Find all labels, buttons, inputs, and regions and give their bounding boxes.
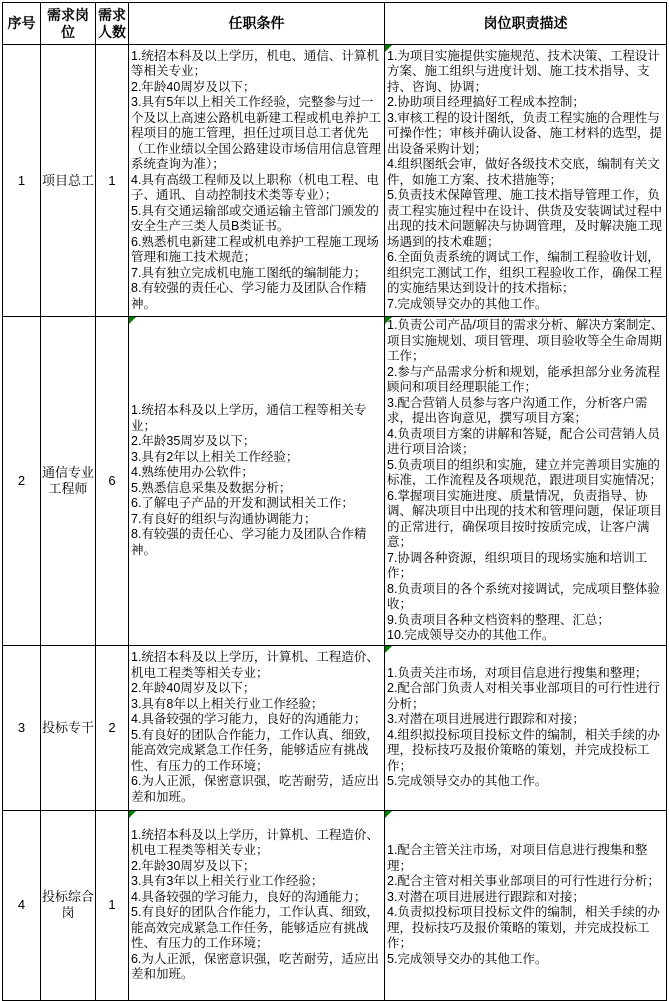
requirement-item: 6.为人正派，保密意识强，吃苦耐劳，适应出差和加班。 [131, 951, 379, 981]
requirement-item: 6.了解电子产品的开发和测试相关工作； [131, 496, 354, 511]
requirement-item: 1.统招本科及以上学历，机电、通信、计算机等相关专业； [131, 48, 379, 79]
requirement-item: 4.具备较强的学习能力，良好的沟通能力； [131, 889, 367, 904]
requirement-item: 3.对潜在项目进展进行跟踪和对接； [387, 712, 585, 726]
requirement-item: 4.具有高级工程师及以上职称（机电工程、电子、通讯、自动控制技术类等专业）； [131, 172, 379, 203]
requirement-item: 4.熟练使用办公软件； [131, 465, 254, 480]
requirement-item: 5.有良好的团队合作能力，工作认真、细致，能高效完成紧急工作任务，能够适应有挑战性、有压力的工作环境； [131, 727, 379, 773]
cell-corner-marker-icon [129, 811, 136, 818]
requirement-item: 4.具备较强的学习能力，良好的沟通能力； [131, 712, 367, 726]
position-cell[interactable]: 投标专干 [41, 645, 96, 810]
requirement-item: 1.统招本科及以上学历，计算机、工程造价、机电工程类等相关专业； [131, 650, 379, 680]
requirement-item: 4.负责项目方案的讲解和答疑，配合公司营销人员进行项目洽谈； [387, 426, 660, 456]
requirement-item: 6.掌握项目实施进度、质量情况，负责指导、协调、解决项目中出现的技术和管理问题，保证项目的正常进行，确保项目按时按质完成，让客户满意； [387, 488, 663, 549]
row-number-cell[interactable]: 3 [3, 645, 41, 810]
cell-corner-marker-icon [385, 811, 392, 818]
headcount-cell[interactable]: 2 [96, 645, 129, 810]
responsibilities-cell[interactable] [385, 45, 667, 317]
requirement-item: 5.完成领导交办的其他工作。 [387, 774, 548, 788]
responsibilities-cell[interactable] [385, 810, 667, 1000]
requirement-item: 2.年龄40周岁及以下； [131, 681, 256, 695]
table-row [3, 317, 667, 646]
requirement-item: 1.统招本科及以上学历，计算机、工程造价、机电工程类等相关专业； [131, 827, 379, 857]
requirement-item: 3.具有5年以上相关工作经验，完整参与过一个及以上高速公路机电新建工程或机电养护工程项目的施工管理，担任过项目总工者优先（工作业绩以全国公路建设市场信用信息管理系统查询为准）； [131, 95, 382, 172]
headcount-cell[interactable]: 6 [96, 317, 129, 646]
requirement-item: 2.年龄35周岁及以下； [131, 434, 256, 449]
job-requirements-table [2, 2, 667, 1001]
requirement-item: 7.具有独立完成机电施工图纸的编制能力； [131, 265, 367, 280]
requirement-item: 2.参与产品需求分析和规划，能承担部分业务流程顾问和项目经理职能工作； [387, 364, 660, 394]
requirement-item: 4.负责拟投标项目投标文件的编制，相关手续的办理，投标技巧及报价策略的策划，并完成投标工作； [387, 905, 660, 950]
qualifications-cell[interactable] [129, 645, 385, 810]
requirement-item: 1.负责关注市场，对项目信息进行搜集和整理； [387, 665, 648, 680]
row-number-cell[interactable]: 1 [3, 45, 41, 317]
requirement-item: 2.配合部门负责人对相关事业部项目的可行性进行分析； [387, 681, 660, 711]
header-cell-responsibilities[interactable]: 岗位职责描述 [385, 3, 667, 45]
requirement-item: 3.对潜在项目进展进行跟踪和对接； [387, 889, 585, 904]
requirement-item: 5.熟悉信息采集及数据分析； [131, 480, 292, 495]
requirement-item: 3.配合营销人员参与客户沟通工作，分析客户需求，提出咨询意见，撰写项目方案； [387, 395, 648, 425]
headcount-cell[interactable]: 1 [96, 45, 129, 317]
requirement-item: 1.负责公司产品/项目的需求分析、解决方案制定、项目实施规划、项目管理、项目验收等全生命周期工作； [387, 318, 664, 363]
position-cell[interactable]: 通信专业工程师 [41, 317, 96, 646]
requirement-item: 3.具有2年以上相关工作经验； [131, 449, 299, 464]
requirement-item: 6.全面负责系统的调试工作，编制工程验收计划，组织完工测试工作，组织工程验收工作，确保工程的实施结果达到设计的技术指标； [387, 250, 663, 296]
requirement-item: 7.协调各种资源，组织项目的现场实施和培训工作； [387, 550, 648, 580]
requirement-item: 10.完成领导交办的其他工作。 [387, 628, 555, 642]
requirement-item: 6.熟悉机电新建工程或机电养护工程施工现场管理和施工技术规范； [131, 234, 379, 265]
requirement-item: 5.完成领导交办的其他工作。 [387, 951, 548, 966]
header-cell-qualifications[interactable]: 任职条件 [129, 3, 385, 45]
table-row [3, 645, 667, 810]
position-cell[interactable]: 投标综合岗 [41, 810, 96, 1000]
requirement-item: 4.组织拟投标项目投标文件的编制，相关手续的办理，投标技巧及报价策略的策划，并完成投标工作； [387, 727, 660, 773]
row-number-cell[interactable]: 2 [3, 317, 41, 646]
header-cell-headcount[interactable]: 需求人数 [96, 3, 129, 45]
headcount-cell[interactable]: 1 [96, 810, 129, 1000]
cell-corner-marker-icon [129, 317, 136, 324]
cell-corner-marker-icon [385, 317, 392, 324]
requirement-item: 5.负责技术保障管理、施工技术指导管理工作，负责工程实施过程中在设计、供货及安装调试过程中出现的技术问题解决与协调管理，及时解决施工现场遇到的技术难题； [387, 188, 663, 249]
header-cell-position[interactable]: 需求岗位 [41, 3, 96, 45]
qualifications-cell[interactable] [129, 317, 385, 646]
qualifications-cell[interactable] [129, 45, 385, 317]
requirement-item: 2.协助项目经理搞好工程成本控制； [387, 95, 585, 110]
responsibilities-cell[interactable] [385, 645, 667, 810]
requirement-item: 6.为人正派，保密意识强，吃苦耐劳，适应出差和加班。 [131, 774, 379, 804]
cell-corner-marker-icon [385, 45, 392, 52]
requirement-item: 7.有良好的组织与沟通协调能力； [131, 511, 317, 526]
requirement-item: 3.具有8年以上相关行业工作经验； [131, 696, 324, 711]
requirement-item: 2.年龄40周岁及以下； [131, 79, 256, 94]
position-cell[interactable]: 项目总工 [41, 45, 96, 317]
requirement-item: 8.负责项目的各个系统对接调试，完成项目整体验收； [387, 581, 660, 611]
header-row [3, 3, 667, 45]
requirement-item: 3.审核工程的设计图纸，负责工程实施的合理性与可操作性；审核并确认设备、施工材料的选型，提出设备采购计划； [387, 110, 663, 156]
requirement-item: 5.具有交通运输部或交通运输主管部门颁发的安全生产三类人员B类证书。 [131, 203, 379, 234]
requirement-item: 2.配合主管对相关事业部项目的可行性进行分析； [387, 874, 660, 888]
requirement-item: 1.统招本科及以上学历，通信工程等相关专业； [131, 403, 367, 433]
table-body [3, 45, 667, 1001]
requirement-item: 2.年龄30周岁及以下； [131, 858, 256, 873]
requirement-item: 8.有较强的责任心、学习能力及团队合作精神。 [131, 281, 367, 311]
requirement-item: 4.组织图纸会审，做好各级技术交底，编制有关文件，如施工方案、技术措施等； [387, 157, 660, 187]
requirement-item: 8.有较强的责任心、学习能力及团队合作精神。 [131, 527, 367, 557]
requirement-item: 5.负责项目的组织和实施，建立并完善项目实施的标准，工作流程及各项规范，跟进项目实施情况； [387, 457, 663, 487]
requirement-item: 9.负责项目各种文档资料的整理、汇总； [387, 612, 610, 627]
table-row [3, 45, 667, 317]
cell-corner-marker-icon [385, 646, 392, 653]
requirement-item: 7.完成领导交办的其他工作。 [387, 296, 548, 311]
row-number-cell[interactable]: 4 [3, 810, 41, 1000]
requirement-item: 1.为项目实施提供实施规范、技术决策、工程设计方案、施工组织与进度计划、施工技术指导、支持、咨询、协调； [387, 48, 660, 94]
requirement-item: 1.配合主管关注市场，对项目信息进行搜集和整理； [387, 843, 648, 873]
requirement-item: 5.有良好的团队合作能力，工作认真、细致，能高效完成紧急工作任务，能够适应有挑战性、有压力的工作环境； [131, 905, 379, 950]
qualifications-cell[interactable] [129, 810, 385, 1000]
header-cell-serial-number[interactable]: 序号 [3, 3, 41, 45]
responsibilities-cell[interactable] [385, 317, 667, 646]
table-row [3, 810, 667, 1000]
requirement-item: 3.具有3年以上相关行业工作经验； [131, 874, 324, 888]
